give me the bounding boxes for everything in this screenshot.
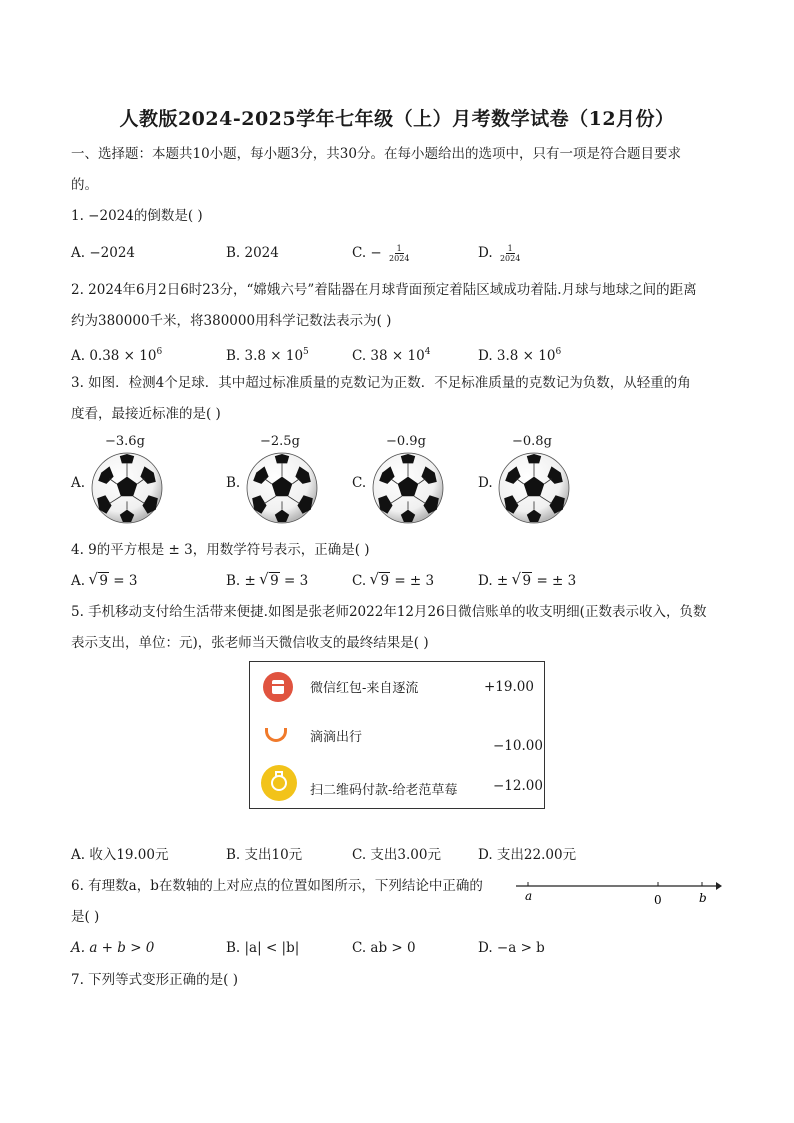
- q4-d-pre: D. ±: [478, 573, 509, 589]
- q3-line2: 度看，最接近标准的是( ): [71, 406, 221, 422]
- origin-label: 0: [654, 893, 662, 907]
- q2-a-base: A. 0.38 × 10: [71, 348, 157, 364]
- ball-c-option: C.: [352, 475, 367, 491]
- ball-b-option: B.: [226, 475, 241, 491]
- q7-stem: 7. 下列等式变形正确的是( ): [71, 972, 238, 988]
- page-title: 人教版2024-2025学年七年级（上）月考数学试卷（12月份）: [119, 108, 675, 130]
- q2-d-base: D. 3.8 × 10: [478, 348, 556, 364]
- sqrt-symbol: [370, 572, 390, 590]
- soccer-ball-icon: [498, 452, 570, 524]
- q1-option-c-prefix: C. −: [352, 245, 382, 261]
- bill-entry-amount: +19.00: [484, 679, 534, 695]
- q1-option-c-fraction: [388, 244, 410, 263]
- q1-option-d-fraction: [499, 244, 521, 263]
- q6-line1: 6. 有理数a，b在数轴的上对应点的位置如图所示，下列结论中正确的: [71, 878, 483, 894]
- q4-option-d: [478, 572, 576, 590]
- q2-line1: 2. 2024年6月2日6时23分，“嫦娥六号”着陆器在月球背面预定着陆区域成功着陆.月球与地球之间的距离: [71, 282, 697, 298]
- q4-b-pre: B. ±: [226, 573, 256, 589]
- sqrt-symbol: [513, 572, 533, 590]
- q2-option-d: [478, 343, 561, 365]
- q2-c-exp: 4: [424, 347, 431, 357]
- q1-c-numerator: 1: [396, 244, 402, 253]
- q4-option-a: [71, 572, 137, 590]
- q4-c-pre: C.: [352, 573, 367, 589]
- q4-b-radicand: 9: [270, 573, 279, 589]
- q4-c-radicand: 9: [380, 573, 390, 589]
- q5-option-d: D. 支出22.00元: [478, 847, 577, 863]
- point-a-label: a: [525, 889, 533, 903]
- soccer-ball-icon: [372, 452, 444, 524]
- q2-a-exp: 6: [156, 347, 163, 357]
- q6-option-d: D. −a > b: [478, 940, 545, 956]
- bill-entry-amount: −10.00: [493, 738, 543, 754]
- ball-b-mass: −2.5g: [260, 434, 300, 449]
- arrow-right-icon: [716, 882, 722, 890]
- q4-d-post: = ± 3: [536, 573, 577, 589]
- q2-option-b: [226, 343, 309, 365]
- q5-option-c: C. 支出3.00元: [352, 847, 441, 863]
- q1-d-numerator: 1: [507, 244, 513, 253]
- q2-b-base: B. 3.8 × 10: [226, 348, 304, 364]
- q2-option-a: [71, 343, 162, 365]
- q6-option-c: C. ab > 0: [352, 940, 416, 956]
- q4-b-post: = 3: [284, 573, 309, 589]
- q1-option-b: B. 2024: [226, 245, 279, 261]
- ball-c-mass: −0.9g: [386, 434, 426, 449]
- q2-b-exp: 5: [303, 347, 309, 357]
- bill-entry-label: 扫二维码付款-给老范草莓: [310, 783, 458, 798]
- q4-a-post: = 3: [113, 573, 138, 589]
- ball-d-option: D.: [478, 475, 493, 491]
- ball-a-mass: −3.6g: [105, 434, 145, 449]
- q4-option-c: [352, 572, 434, 590]
- q1-option-c: [352, 244, 410, 263]
- q3-line1: 3. 如图．检测4个足球．其中超过标准质量的克数记为正数．不足标准质量的克数记为负数，从轻重的角: [71, 375, 691, 391]
- q1-stem: 1. −2024的倒数是( ): [71, 208, 203, 224]
- q2-line2: 约为380000千米，将380000用科学记数法表示为( ): [71, 313, 392, 329]
- q6-option-a: A. a + b > 0: [71, 940, 155, 956]
- bill-entry-label: 滴滴出行: [310, 730, 363, 745]
- sqrt-symbol: [260, 572, 280, 590]
- q5-line2: 表示支出，单位：元)，张老师当天微信收支的最终结果是( ): [71, 635, 429, 651]
- q5-option-a: A. 收入19.00元: [71, 847, 169, 863]
- q5-line1: 5. 手机移动支付给生活带来便捷.如图是张老师2022年12月26日微信账单的收支明细(正数表示收入，负数: [71, 604, 707, 620]
- q4-stem: 4. 9的平方根是 ± 3，用数学符号表示，正确是( ): [71, 542, 370, 558]
- q4-option-b: [226, 572, 308, 590]
- q6-option-b: B. |a| < |b|: [226, 940, 300, 956]
- q4-a-radicand: 9: [99, 573, 108, 589]
- didi-icon: [265, 728, 287, 742]
- money-bag-icon: [261, 765, 297, 801]
- bill-entry-label: 微信红包-来自逐流: [310, 681, 419, 696]
- q4-c-post: = ± 3: [394, 573, 435, 589]
- q2-option-c: [352, 343, 430, 365]
- number-line-figure: [512, 874, 724, 910]
- point-b-label: b: [699, 891, 707, 905]
- soccer-ball-icon: [91, 452, 163, 524]
- q6-line2: 是( ): [71, 909, 100, 925]
- wechat-bill-figure: [249, 661, 545, 809]
- section-heading-line1: 一、选择题：本题共10小题，每小题3分，共30分。在每小题给出的选项中，只有一项是符合题目要求: [71, 146, 681, 162]
- q1-option-a: A. −2024: [71, 245, 135, 261]
- section-heading-line2: 的。: [71, 177, 98, 193]
- q1-d-denominator: 2024: [499, 254, 521, 263]
- ball-a-option: A.: [71, 475, 86, 491]
- q4-a-pre: A.: [71, 573, 86, 589]
- red-packet-icon: [263, 672, 293, 702]
- sqrt-symbol: [89, 572, 109, 590]
- ball-d-mass: −0.8g: [512, 434, 552, 449]
- soccer-ball-icon: [246, 452, 318, 524]
- q2-c-base: C. 38 × 10: [352, 348, 425, 364]
- q5-option-b: B. 支出10元: [226, 847, 303, 863]
- q1-option-d: [478, 244, 521, 263]
- bill-entry-amount: −12.00: [493, 778, 543, 794]
- q1-option-d-prefix: D.: [478, 245, 493, 261]
- q4-d-radicand: 9: [522, 573, 532, 589]
- q2-d-exp: 6: [555, 347, 562, 357]
- q1-c-denominator: 2024: [389, 254, 410, 263]
